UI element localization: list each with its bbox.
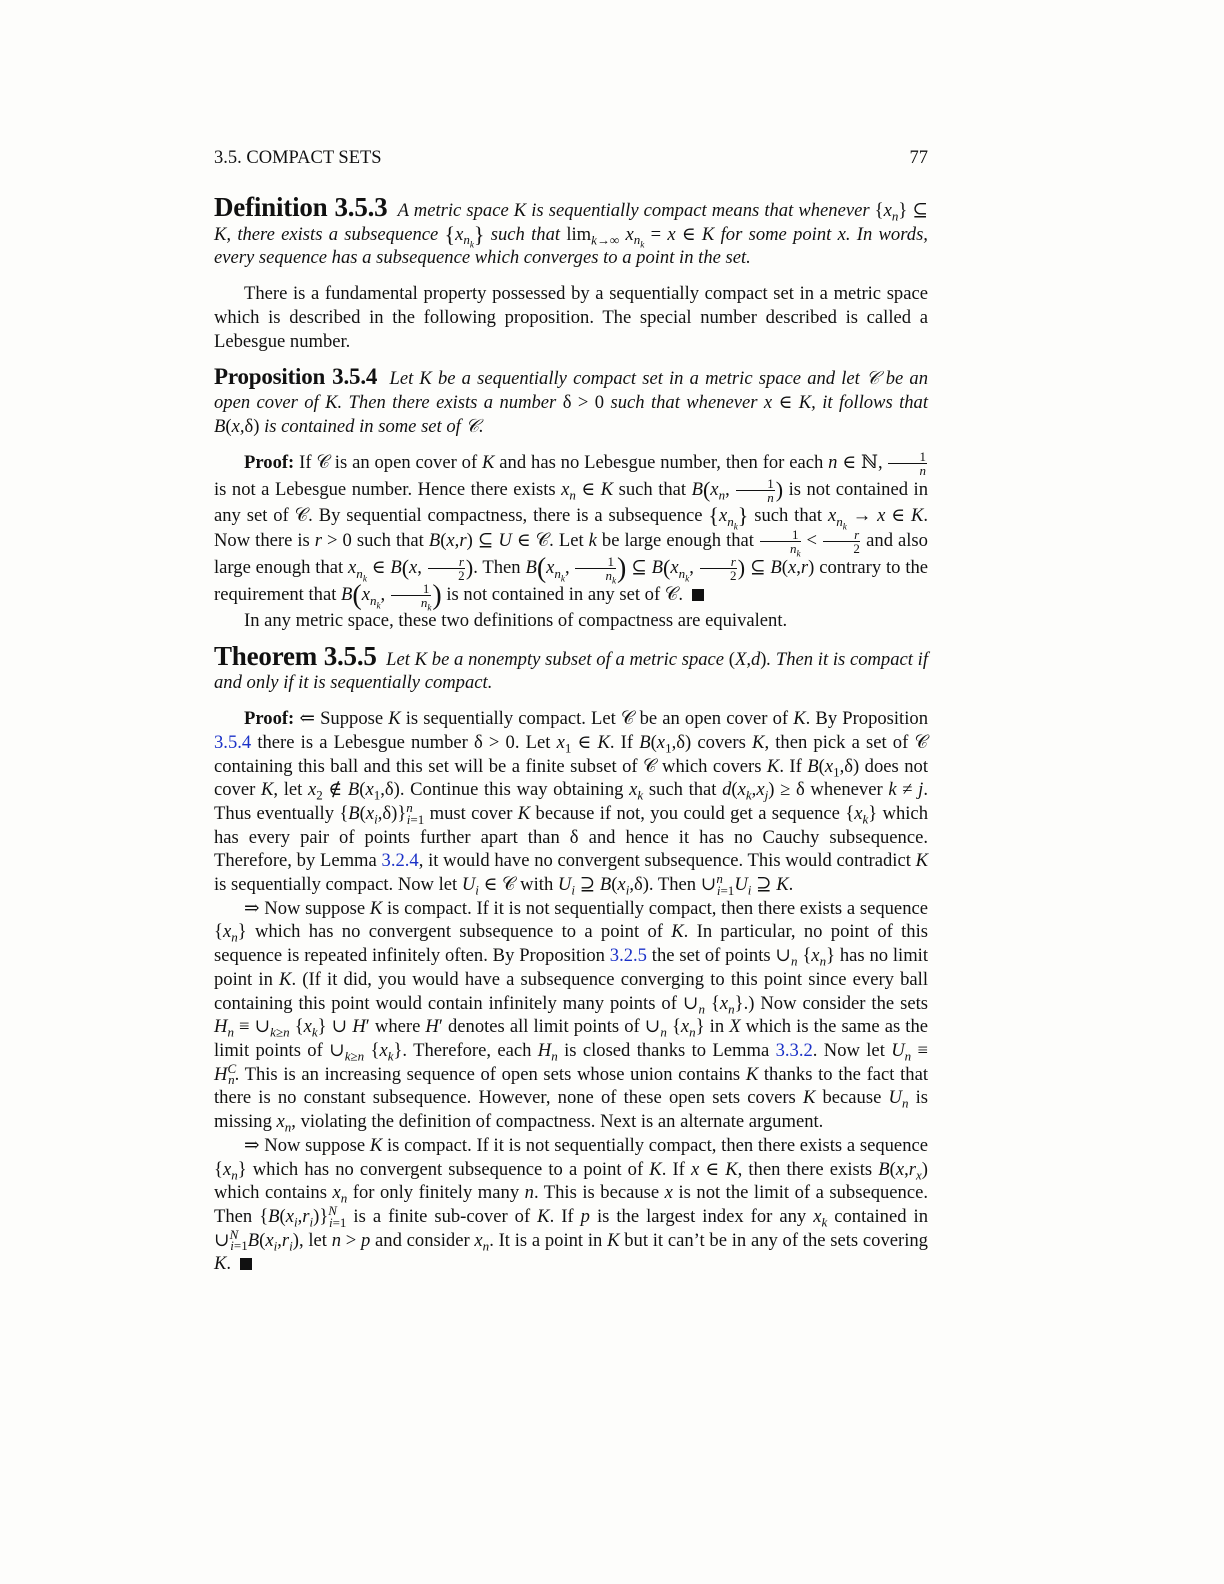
proof-theorem-part2: ⇒ Now suppose K is compact. If it is not sequentially compact, then there exists a sequence $\{x_n\}$ which has no convergent subsequence to a point of K. In particular, no point of this sequence is repeated infinitely often. By Proposition 3.2.5 the set of points $\cup_n$ $\{x_n\}$ has no limit point in K. (If it did, you would have a subsequence converging to this point since every ball containing this point would contain infinitely many points of $\cup_n$ $\{x_n\}$.) Now consider the sets $H_n$ ≡ $\cup_{k\ge n}$ $\{x_k\}$ ∪ H′ where H′ denotes all limit points of $\cup_n$ $\{x_n\}$ in X which is the same as the limit points of $\cup_{k\ge n}$ $\{x_k\}$. Therefore, each $H_n$ is closed thanks to Lemma 3.3.2. Now let $U_n \equiv H^C_n$. This is an increasing sequence of open sets whose union contains K thanks to the fact that there is no constant subsequence. However, none of these open sets covers K because $U_n$ is missing $x_n$, violating the definition of compactness. Next is an alternate argument.: [214, 897, 929, 1135]
qed-icon: [692, 589, 704, 601]
proposition-statement: Let K be a sequentially compact set in a metric space and let 𝒞 be an open cover of K. Then there exists a number δ > 0 such that whenever x ∈ K, it follows that B(x,δ) is contained in some set of 𝒞.: [214, 368, 929, 437]
ref-proposition-link[interactable]: 3.5.4: [214, 731, 252, 753]
page-number: 77: [909, 148, 928, 168]
proof-theorem-part1: Proof: ⇐ Suppose K is sequentially compact. Let 𝒞 be an open cover of K. By Proposition 3.5.4 there is a Lebesgue number δ > 0. Let $x_1$ ∈ K. If $B(x_1,\delta)$ covers K, then pick a set of 𝒞 containing this ball and this set will be a finite subset of 𝒞 which covers K. If $B(x_1,\delta)$ does not cover K, let $x_2$ ∉ $B(x_1,\delta)$. Continue this way obtaining $x_k$ such that $d(x_k,x_j) \ge \delta$ whenever k ≠ j. Thus eventually $\{B(x_i,\delta)\}^n_{i=1}$ must cover K because if not, you could get a sequence $\{x_k\}$ which has every pair of points further apart than δ and hence it has no Cauchy subsequence. Therefore, by Lemma 3.2.4, it would have no convergent subsequence. This would contradict K is sequentially compact. Now let $U_i$ ∈ 𝒞 with $U_i$ ⊇ $B(x_i,\delta)$. Then $\cup^n_{i=1}U_i$ ⊇ K.: [214, 708, 929, 898]
theorem-block: [214, 640, 929, 695]
proposition-block: [214, 365, 928, 438]
definition-label: Definition 3.5.3: [214, 192, 388, 222]
definition-block: [214, 192, 929, 270]
ref-lemma-link[interactable]: 3.2.4: [381, 850, 419, 872]
qed-icon: [240, 1258, 252, 1270]
theorem-statement: Let K be a nonempty subset of a metric space (X,d). Then it is compact if and only if it is sequentially compact.: [214, 648, 929, 694]
ref-lemma-link[interactable]: 3.3.2: [775, 1039, 813, 1061]
definition-statement: A metric space K is sequentially compact means that whenever $\{x_n\}$ ⊆ K, there exists a subsequence $\{x_{n_k}\}$ such that $\lim_{k\to\infty} x_{n_k} = x$ ∈ K for some point x. In words, every sequence has a subsequence which converges to a point in the set.: [214, 200, 929, 269]
proof-theorem-part3: ⇒ Now suppose K is compact. If it is not sequentially compact, then there exists a sequence $\{x_n\}$ which has no convergent subsequence to a point of K. If x ∈ K, then there exists $B(x,r_x)$ which contains $x_n$ for only finitely many n. This is because x is not the limit of a subsequence. Then $\{B(x_i,r_i)\}^N_{i=1}$ is a finite sub-cover of K. If p is the largest index for any $x_k$ contained in $\cup^N_{i=1}B(x_i,r_i)$, let n > p and consider $x_n$. It is a point in K but it can’t be in any of the sets covering K.: [214, 1134, 928, 1275]
proof-proposition: Proof: If 𝒞 is an open cover of K and has no Lebesgue number, then for each n ∈ ℕ, $\frac{1}{n}$ is not a Lebesgue number. Hence there exists $x_n$ ∈ K such that $B(x_n$, $\frac{1}{n}$ ) is not contained in any set of 𝒞. By sequential compactness, there is a subsequence $\{x_{n_k}\}$ such that $x_{n_k} \to x$ ∈ K. Now there is r > 0 such that B(x,r) ⊆ U ∈ 𝒞. Let k be large enough that $\frac{1}{n_k}$ < $\frac{r}{2}$ and also large enough that $x_{n_k}$ ∈ B(x, $\frac{r}{2}$ ). Then $B(x_{n_k}$, $\frac{1}{n_k}$ ) ⊆ $B(x_{n_k}$, $\frac{r}{2}$ ) ⊆ B(x,r) contrary to the requirement that $B(x_{n_k}$, $\frac{1}{n_k}$ ) is not contained in any set of 𝒞.: [214, 449, 929, 613]
proof-label: Proof:: [244, 708, 295, 730]
proof-label: Proof:: [244, 452, 295, 474]
equivalence-line: In any metric space, these two definitions of compactness are equivalent.: [244, 610, 788, 632]
proposition-label: Proposition 3.5.4: [214, 364, 378, 390]
theorem-label: Theorem 3.5.5: [214, 640, 377, 671]
ref-proposition-link[interactable]: 3.2.5: [609, 945, 647, 967]
running-title: 3.5. COMPACT SETS: [214, 148, 382, 168]
intro-paragraph: There is a fundamental property possessed by a sequentially compact set in a metric space which is described in the following proposition. The special number described is called a Lebesgue number.: [214, 283, 928, 352]
page-body: [214, 192, 929, 1276]
